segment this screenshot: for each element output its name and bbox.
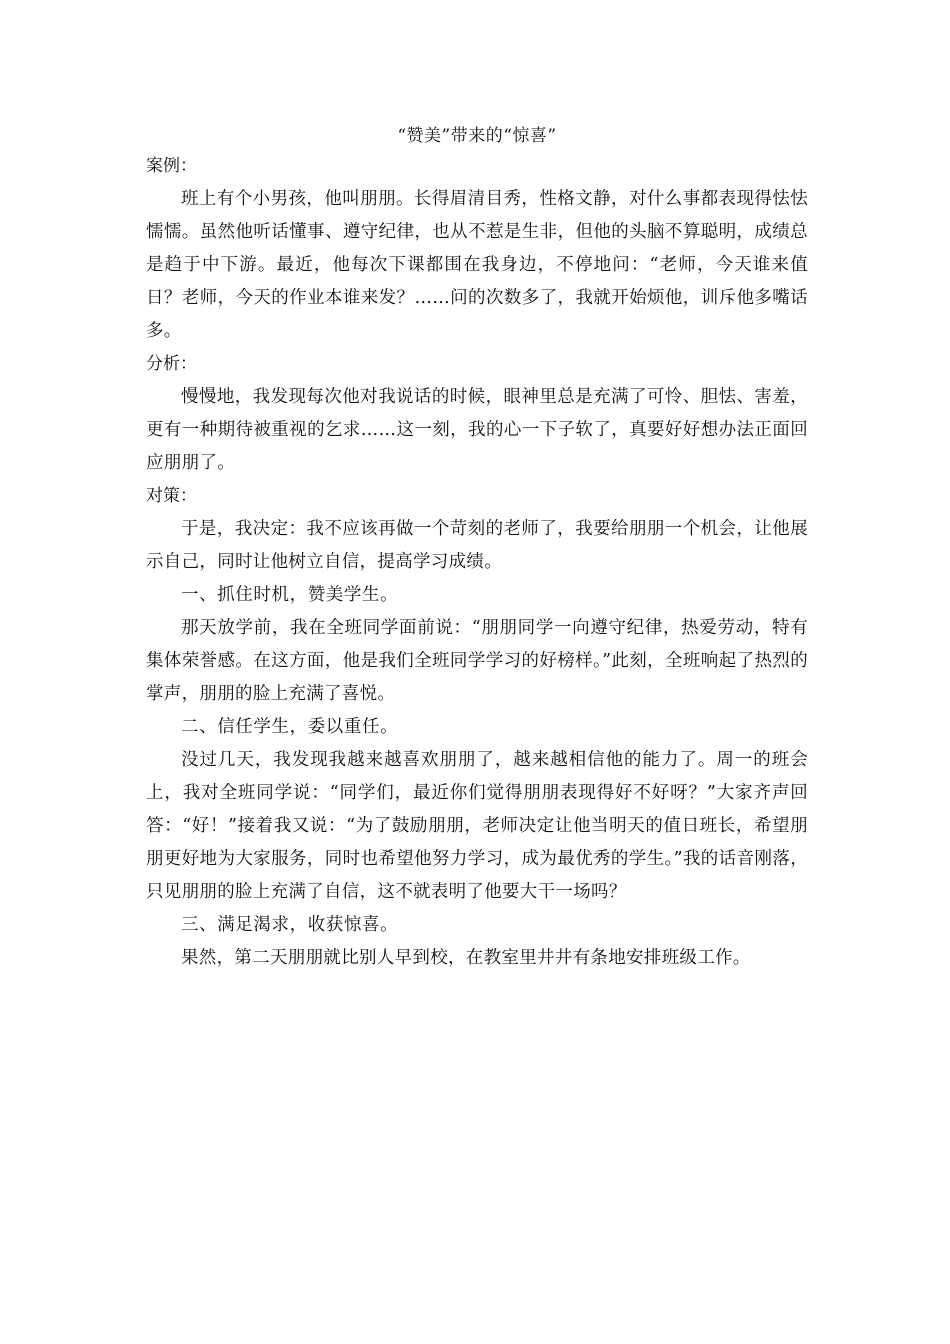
point-one-paragraph: 那天放学前，我在全班同学面前说：“朋朋同学一向遵守纪律，热爱劳动，特有集体荣誉感。在这方面，他是我们全班同学学习的好榜样。”此刻，全班响起了热烈的掌声，朋朋的脸上充满了喜悦。 — [146, 618, 808, 704]
case-label: 案例： — [146, 156, 197, 176]
strategy-label: 对策： — [146, 486, 197, 506]
analysis-paragraph: 慢慢地，我发现每次他对我说话的时候，眼神里总是充满了可怜、胆怯、害羞，更有一种期待被重视的乞求……这一刻，我的心一下子软了，真要好好想办法正面回应朋朋了。 — [146, 387, 808, 473]
document-body — [146, 122, 808, 975]
point-three-heading: 三、满足渴求，收获惊喜。 — [181, 915, 399, 935]
point-three-paragraph: 果然，第二天朋朋就比别人早到校，在教室里井井有条地安排班级工作。 — [181, 948, 751, 968]
case-paragraph: 班上有个小男孩，他叫朋朋。长得眉清目秀，性格文静，对什么事都表现得怯怯懦懦。虽然他听话懂事、遵守纪律，也从不惹是生非，但他的头脑不算聪明，成绩总是趋于中下游。最近，他每次下课都围在我身边，不停地问：“老师，今天谁来值日？老师，今天的作业本谁来发？……问的次数多了，我就开始烦他，训斥他多嘴话多。 — [146, 189, 808, 341]
document-title: “赞美”带来的“惊喜” — [397, 126, 557, 146]
analysis-label: 分析： — [146, 354, 197, 374]
point-one-heading: 一、抓住时机，赞美学生。 — [181, 585, 399, 605]
point-two-heading: 二、信任学生，委以重任。 — [181, 717, 399, 737]
strategy-intro-paragraph: 于是，我决定：我不应该再做一个苛刻的老师了，我要给朋朋一个机会，让他展示自己，同时让他树立自信，提高学习成绩。 — [146, 519, 808, 572]
point-two-paragraph: 没过几天，我发现我越来越喜欢朋朋了，越来越相信他的能力了。周一的班会上，我对全班同学说：“同学们，最近你们觉得朋朋表现得好不好呀？”大家齐声回答：“好！”接着我又说：“为了鼓励朋朋，老师决定让他当明天的值日班长，希望朋朋更好地为大家服务，同时也希望他努力学习，成为最优秀的学生。”我的话音刚落，只见朋朋的脸上充满了自信，这不就表明了他要大干一场吗？ — [146, 750, 808, 902]
